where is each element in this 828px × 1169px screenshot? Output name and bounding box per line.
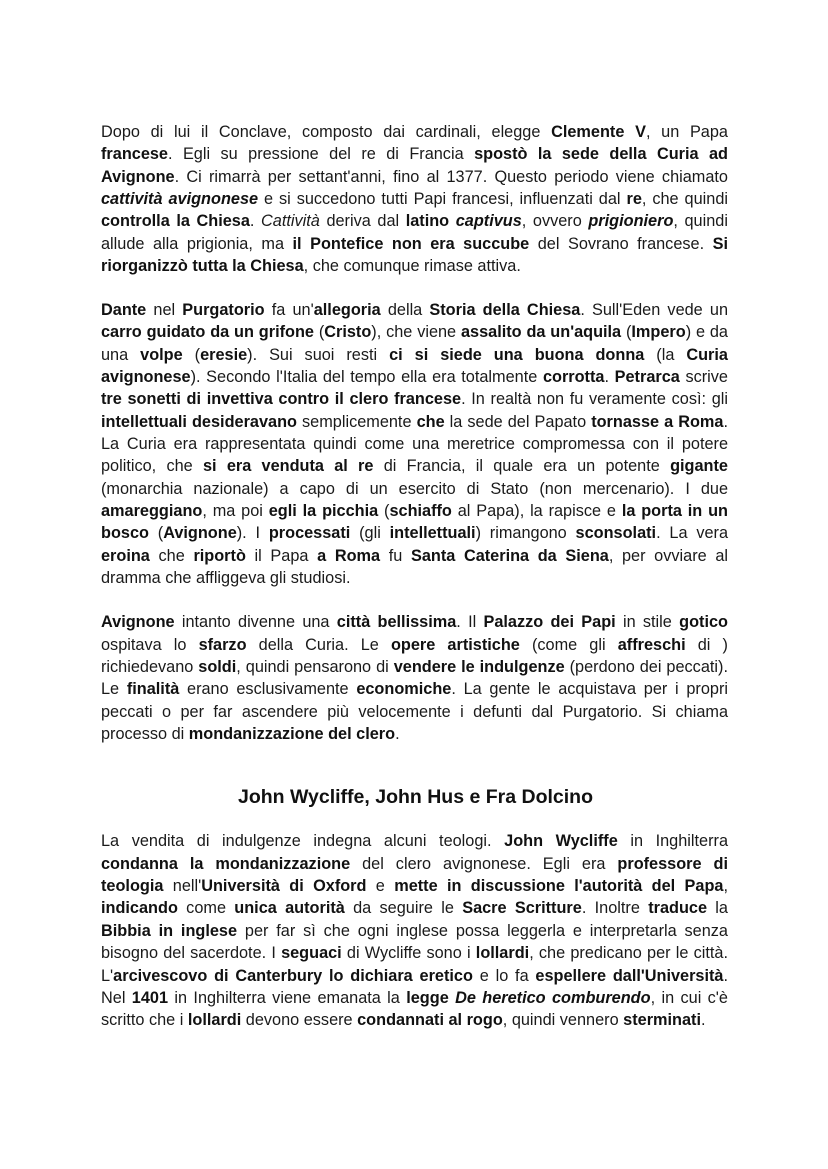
bold-text-run: Petrarca — [614, 367, 680, 386]
bold-text-run: la porta in un bosco — [101, 502, 728, 543]
bold-text-run: Avignone — [101, 613, 175, 632]
text-run: . Nel — [101, 966, 728, 1007]
bold-text-run: città bellissima — [336, 613, 457, 632]
bold-text-run: Bibbia in inglese — [101, 921, 238, 940]
bold-text-run: 1401 — [131, 988, 169, 1007]
bold-text-run: francese — [101, 145, 168, 164]
paragraph-avignon-papacy — [101, 121, 728, 277]
text-run: deriva dal — [319, 212, 406, 231]
text-run: (la — [644, 345, 687, 364]
bold-text-run: Impero — [631, 323, 686, 342]
text-run: , quindi pensarono di — [236, 658, 394, 677]
text-run: . Egli su pressione del re di Francia — [167, 145, 475, 164]
bold-text-run: processati — [268, 524, 351, 543]
text-run: , per ovviare al dramma che affliggeva gli studiosi. — [101, 546, 728, 588]
bold-text-run: espellere dall'Università — [535, 966, 724, 985]
document-page — [101, 121, 728, 1032]
bold-text-run: tornasse a Roma — [591, 412, 724, 431]
bold-text-run: professore di teologia — [101, 854, 728, 896]
bold-text-run: traduce — [648, 899, 708, 918]
text-run: . — [700, 1011, 706, 1030]
text-run: . — [395, 725, 400, 744]
text-run: della Curia. Le — [246, 635, 391, 654]
text-run: intanto divenne una — [174, 613, 337, 632]
paragraph-wycliffe — [101, 830, 728, 1031]
text-run: del Sovrano francese. — [529, 234, 713, 253]
text-run: . In realtà non fu veramente così: gli — [461, 390, 728, 409]
bold-text-run: latino — [405, 212, 456, 231]
text-run: ( — [148, 524, 164, 543]
text-run: la — [707, 899, 728, 918]
text-run: , in cui c'è scritto che i — [101, 988, 728, 1030]
text-run: . — [604, 367, 615, 386]
bold-text-run: allegoria — [313, 300, 381, 319]
text-run: e — [366, 877, 395, 896]
bold-text-run: egli la picchia — [268, 502, 379, 520]
bold-text-run: che — [416, 412, 445, 431]
bold-text-run: spostò la sede della Curia ad Avignone — [101, 145, 728, 186]
text-run: e si succedono tutti Papi francesi, influenzati dal — [258, 190, 627, 209]
bold-text-run: si era venduta al re — [202, 457, 374, 476]
text-run: in Inghilterra viene emanata la — [168, 988, 407, 1007]
bold-text-run: amareggiano — [101, 502, 203, 520]
section-heading: John Wycliffe, John Hus e Fra Dolcino — [237, 786, 594, 809]
bold-text-run: mette in discussione l'autorità del Papa — [394, 877, 724, 896]
bold-text-run: re — [626, 190, 642, 209]
text-run: . La Curia era rappresentata quindi come una meretrice compromessa con il potere politico, che — [101, 412, 728, 476]
text-run: , quindi allude alla prigionia, ma — [101, 212, 728, 253]
text-run: . Ci rimarrà per settant'anni, fino al 1377. Questo periodo viene chiamato — [174, 167, 728, 186]
text-run: , ma poi — [202, 502, 269, 520]
bold-text-run: gotico — [679, 613, 728, 632]
text-run: erano esclusivamente — [179, 680, 357, 699]
text-run: in Inghilterra — [617, 832, 728, 851]
text-run: ) e da una — [101, 323, 728, 364]
bold-text-run: Dante — [101, 300, 147, 319]
paragraph-dante-allegory — [101, 299, 728, 589]
bold-text-run: sterminati — [623, 1011, 701, 1030]
bold-text-run: opere artistiche — [390, 635, 520, 654]
bold-text-run: lollardi — [475, 944, 530, 963]
bold-text-run: vendere le indulgenze — [393, 658, 565, 677]
bold-text-run: economiche — [356, 680, 452, 699]
bold-text-run: Cristo — [324, 323, 372, 342]
bold-text-run: ci si siede una buona donna — [389, 345, 645, 364]
text-run: . Il — [456, 613, 484, 632]
text-run: . La gente le acquistava per i propri peccati o per far ascendere più velocemente i defunti dal Purgatorio. Si chiama processo di — [101, 680, 728, 744]
text-run: ) rimangono — [475, 524, 576, 543]
text-run: (perdono dei peccati). Le — [101, 658, 728, 699]
text-run: per far sì che ogni inglese possa leggerla e interpretarla senza bisogno del sacerdote. I — [101, 921, 728, 963]
bold-text-run: indicando — [101, 899, 178, 918]
bold-text-run: affreschi — [617, 635, 686, 654]
bold-text-run: Sacre Scritture — [462, 899, 582, 918]
text-run: . — [249, 212, 262, 231]
bold-text-run: De heretico comburendo — [455, 988, 651, 1007]
text-run: nell' — [163, 877, 202, 896]
bold-text-run: Storia della Chiesa — [429, 300, 581, 319]
bold-text-run: condannati al rogo — [357, 1011, 503, 1030]
bold-text-run: Santa Caterina da Siena — [410, 546, 609, 565]
text-run: fu — [380, 546, 411, 565]
text-run: nel — [146, 300, 183, 319]
text-run: di Wycliffe sono i — [341, 944, 476, 963]
text-run: ), che viene — [371, 323, 461, 342]
text-run: . Sull'Eden vede un — [580, 300, 728, 319]
bold-text-run: Clemente V — [551, 123, 646, 141]
bold-text-run: eroina — [101, 546, 150, 565]
bold-text-run: Purgatorio — [182, 300, 265, 319]
bold-text-run: finalità — [126, 680, 180, 699]
bold-text-run: arcivescovo di Canterbury lo dichiara eretico — [113, 966, 473, 985]
text-run: , che quindi — [641, 190, 728, 209]
text-run: ( — [378, 502, 390, 520]
bold-text-run: carro guidato da un grifone — [101, 323, 314, 342]
text-run: il Papa — [245, 546, 318, 565]
bold-text-run: a Roma — [317, 546, 381, 565]
bold-text-run: Si riorganizzò tutta la Chiesa — [101, 234, 728, 276]
text-run: ). Secondo l'Italia del tempo ella era totalmente — [190, 367, 543, 386]
text-run: la sede del Papato — [444, 412, 592, 431]
bold-text-run: schiaffo — [389, 502, 452, 520]
bold-text-run: controlla la Chiesa — [101, 212, 250, 231]
text-run: e lo fa — [472, 966, 536, 985]
bold-text-run: prigioniero — [588, 212, 674, 231]
text-run: ( — [182, 345, 201, 364]
text-run: ospitava lo — [101, 635, 199, 654]
bold-text-run: soldi — [198, 658, 237, 677]
bold-text-run: sconsolati — [575, 524, 657, 543]
bold-text-run: assalito da un'aquila — [460, 323, 622, 342]
text-run: . Inoltre — [581, 899, 649, 918]
bold-text-run: Avignone — [163, 524, 237, 543]
bold-text-run: lollardi — [187, 1011, 242, 1030]
bold-text-run: mondanizzazione del clero — [188, 725, 396, 744]
bold-text-run: tre sonetti di invettiva contro il clero francese — [101, 390, 462, 409]
text-run: (come gli — [519, 635, 618, 654]
italic-text-run: Cattività — [261, 212, 320, 231]
text-run: scrive — [679, 367, 728, 386]
bold-text-run: John Wycliffe — [504, 832, 618, 851]
text-run: semplicemente — [296, 412, 417, 431]
bold-text-run: Curia avignonese — [101, 345, 728, 386]
bold-text-run: sfarzo — [198, 635, 247, 654]
text-run: ). I — [236, 524, 269, 543]
bold-text-run: eresie — [200, 345, 248, 364]
text-run: in stile — [615, 613, 680, 632]
text-run: (monarchia nazionale) a capo di un esercito di Stato (non mercenario). I due — [101, 479, 728, 498]
text-run: La vendita di indulgenze indegna alcuni teologi. — [101, 832, 505, 851]
bold-text-run: intellettuali — [389, 524, 476, 543]
text-run: ( — [621, 323, 632, 342]
text-run: al Papa), la rapisce e — [451, 502, 622, 520]
bold-text-run: Palazzo dei Papi — [483, 613, 616, 632]
text-run: fa un' — [264, 300, 314, 319]
bold-text-run: unica autorità — [234, 899, 345, 918]
bold-text-run: cattività avignonese — [101, 190, 259, 209]
bold-text-run: il Pontefice non era succube — [292, 234, 530, 253]
text-run: , — [723, 877, 728, 896]
bold-text-run: captivus — [455, 212, 522, 231]
text-run: del clero avignonese. Egli era — [350, 854, 618, 873]
text-run: , che predicano per le città. L' — [101, 944, 728, 985]
text-run: devono essere — [241, 1011, 358, 1030]
text-run: , un Papa — [645, 123, 728, 141]
text-run: Dopo di lui il Conclave, composto dai cardinali, elegge — [101, 123, 552, 141]
bold-text-run: legge — [406, 988, 456, 1007]
bold-text-run: seguaci — [281, 944, 342, 963]
text-run: , quindi vennero — [502, 1011, 624, 1030]
text-run: di Francia, il quale era un potente — [373, 457, 671, 476]
text-run: (gli — [350, 524, 390, 543]
text-run: , che comunque rimase attiva. — [303, 257, 521, 276]
paragraph-avignon-indulgences — [101, 611, 728, 745]
bold-text-run: riportò — [193, 546, 246, 565]
text-run: ). Sui suoi resti — [247, 345, 390, 364]
bold-text-run: intellettuali desideravano — [101, 412, 297, 431]
text-run: . La vera — [656, 524, 728, 543]
bold-text-run: gigante — [670, 457, 728, 476]
text-run: della — [380, 300, 430, 319]
text-run: , ovvero — [521, 212, 589, 231]
text-run: di ) richiedevano — [101, 635, 728, 677]
text-run: da seguire le — [344, 899, 463, 918]
text-run: ( — [313, 323, 325, 342]
bold-text-run: volpe — [140, 345, 183, 364]
bold-text-run: corrotta — [542, 367, 605, 386]
text-run: che — [149, 546, 194, 565]
bold-text-run: Università di Oxford — [201, 877, 367, 896]
bold-text-run: condanna la mondanizzazione — [101, 854, 351, 873]
text-run: come — [177, 899, 235, 918]
